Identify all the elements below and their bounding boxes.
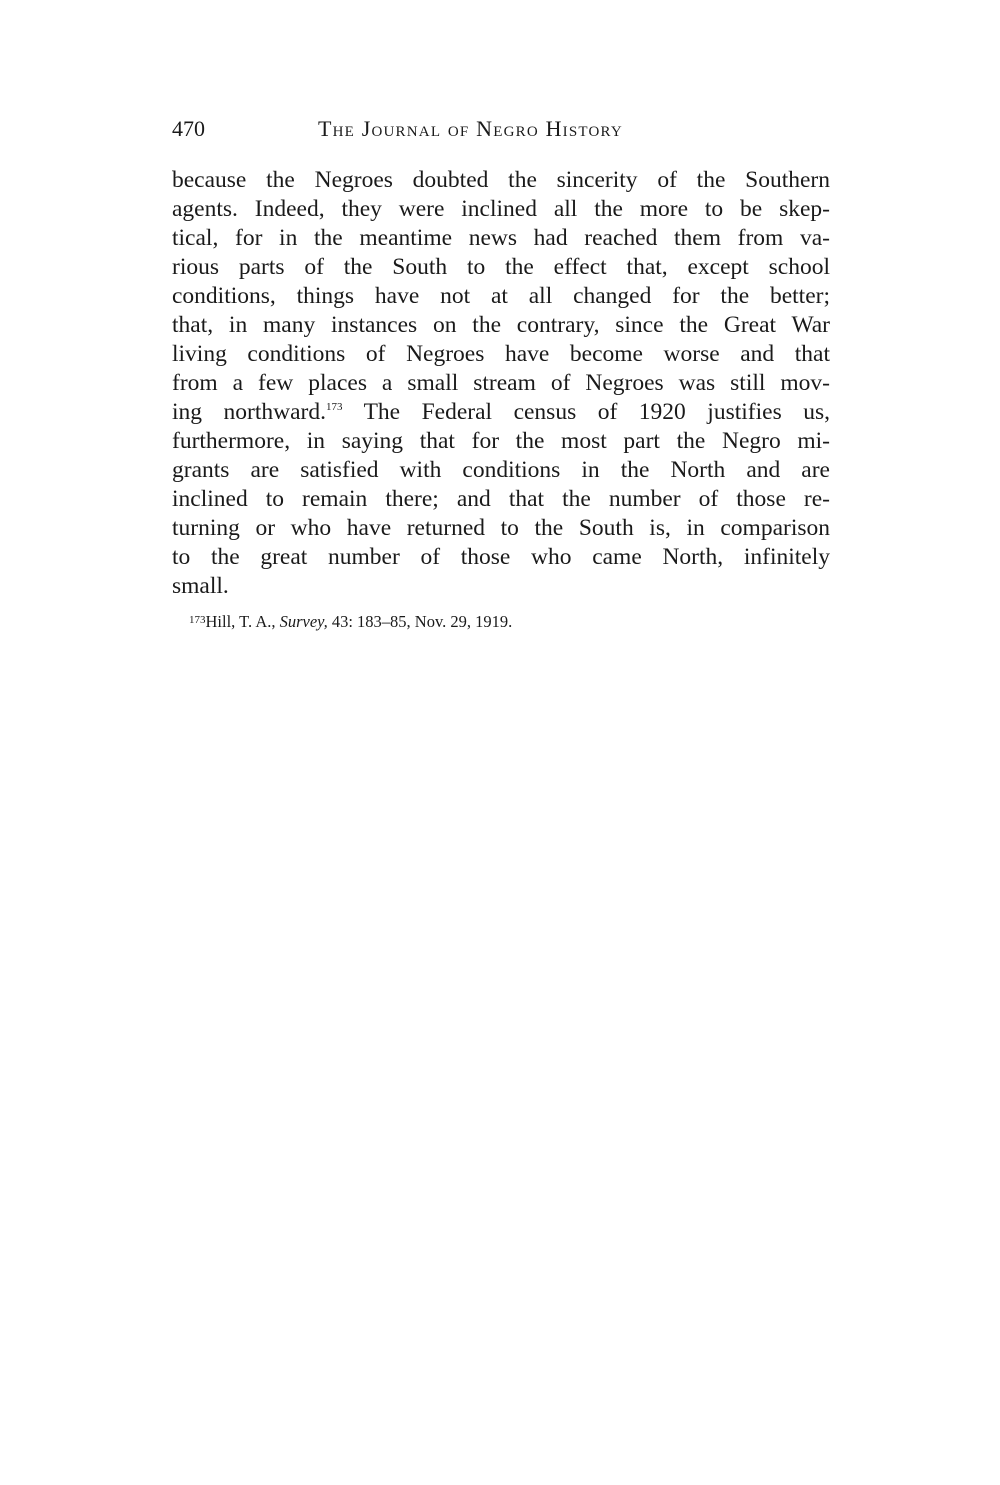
- text-line: small.: [172, 573, 229, 599]
- text-line-with-footnote-ref: [172, 398, 830, 427]
- text-line: living conditions of Negroes have become worse and that: [172, 341, 830, 367]
- footnote: [189, 608, 829, 634]
- text-line: inclined to remain there; and that the number of those re-: [172, 486, 830, 512]
- footnote-citation: 43: 183–85, Nov. 29, 1919.: [327, 612, 513, 631]
- running-head: [172, 112, 830, 146]
- text-line: furthermore, in saying that for the most part the Negro mi-: [172, 428, 830, 454]
- footnote-journal: Survey,: [279, 612, 328, 631]
- text-segment: The Federal census of 1920 justifies us,: [342, 399, 830, 425]
- footnote-mark: 173: [189, 614, 206, 626]
- body-paragraph: [172, 166, 830, 601]
- text-line: because the Negroes doubted the sincerity of the Southern: [172, 167, 830, 193]
- text-line: conditions, things have not at all changed for the better;: [172, 283, 830, 309]
- journal-title: The Journal of Negro History: [318, 116, 623, 141]
- text-line: tical, for in the meantime news had reached them from va-: [172, 225, 830, 251]
- text-line: grants are satisfied with conditions in the North and are: [172, 457, 830, 483]
- text-segment: ing northward.: [172, 399, 326, 425]
- footnote-reference[interactable]: 173: [326, 401, 343, 413]
- text-line: turning or who have returned to the South is, in comparison: [172, 515, 830, 541]
- footnote-author: Hill, T. A.,: [205, 612, 280, 631]
- text-line: rious parts of the South to the effect that, except school: [172, 254, 830, 280]
- text-line: that, in many instances on the contrary, since the Great War: [172, 312, 830, 338]
- text-line: to the great number of those who came North, infinitely: [172, 544, 830, 570]
- page-number: 470: [172, 116, 205, 141]
- text-line: from a few places a small stream of Negroes was still mov-: [172, 370, 830, 396]
- text-line: agents. Indeed, they were inclined all the more to be skep-: [172, 196, 830, 222]
